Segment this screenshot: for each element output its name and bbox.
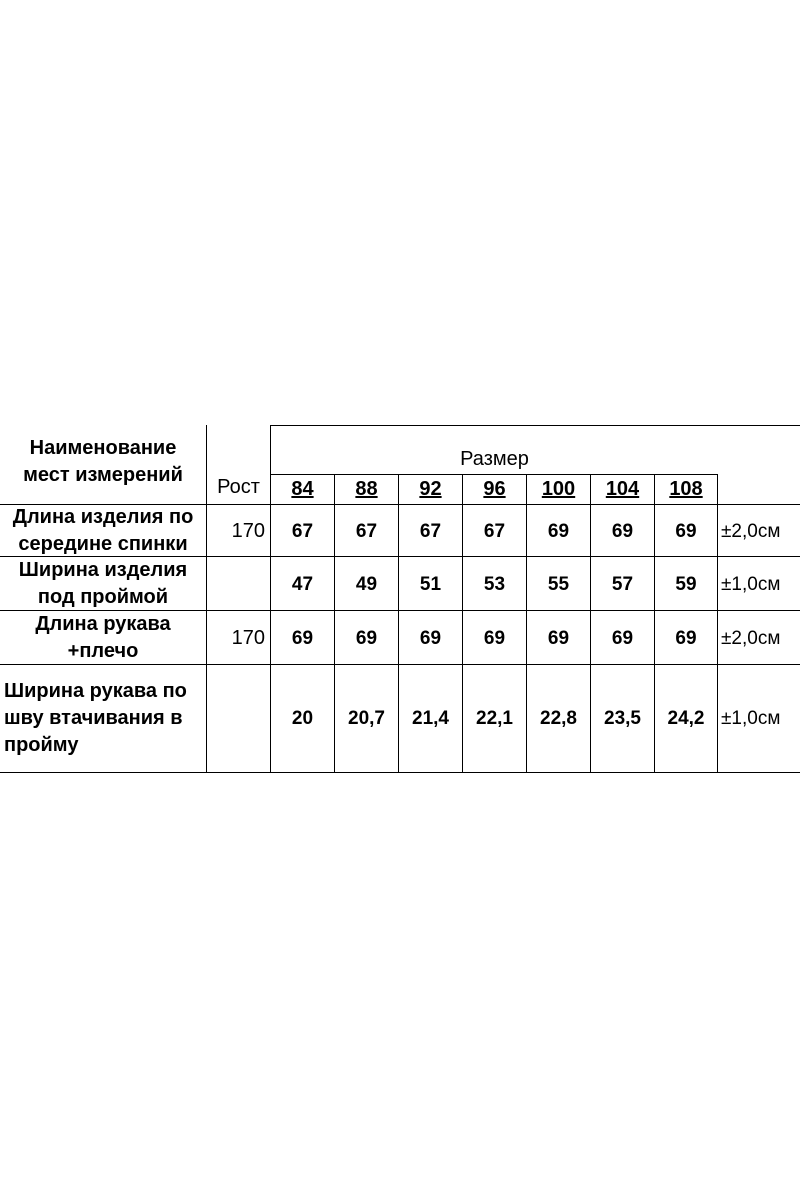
- measure-name: Длина изделия по середине спинки: [12, 506, 194, 555]
- value-cell: 67: [334, 505, 398, 557]
- value-cell: 20,7: [334, 665, 398, 772]
- table-row: [0, 664, 800, 773]
- height-value: 170: [206, 505, 270, 557]
- value-cell: 22,8: [526, 665, 590, 772]
- value-cell: 24,2: [654, 665, 718, 772]
- value-cell: 55: [526, 557, 590, 611]
- value-cell: 47: [270, 557, 334, 611]
- size-col-92: 92: [398, 475, 462, 504]
- value-cell: 67: [398, 505, 462, 557]
- measure-name: Длина рукава +плечо: [35, 613, 171, 662]
- value-cell: 69: [334, 611, 398, 665]
- height-value: [206, 557, 270, 611]
- value-cell: 57: [590, 557, 654, 611]
- header-size-label: Размер: [270, 425, 718, 475]
- height-value: [206, 665, 270, 772]
- size-col-104: 104: [590, 475, 654, 504]
- value-cell: 69: [270, 611, 334, 665]
- value-cell: 23,5: [590, 665, 654, 772]
- value-cell: 22,1: [462, 665, 526, 772]
- value-cell: 20: [270, 665, 334, 772]
- value-cell: 67: [462, 505, 526, 557]
- header-height-label: Рост: [206, 425, 270, 504]
- value-cell: 69: [526, 611, 590, 665]
- value-cell: 49: [334, 557, 398, 611]
- size-col-84: 84: [270, 475, 334, 504]
- value-cell: 53: [462, 557, 526, 611]
- header-tolerance-cell: [718, 425, 800, 504]
- value-cell: 69: [590, 505, 654, 557]
- size-col-100: 100: [526, 475, 590, 504]
- table-row: [0, 610, 800, 664]
- value-cell: 51: [398, 557, 462, 611]
- table-row: [0, 504, 800, 556]
- tolerance-value: ±1,0см: [721, 708, 781, 729]
- header-measure-label: Наименование мест измерений: [23, 436, 183, 486]
- value-cell: 59: [654, 557, 718, 611]
- tolerance-value: ±2,0см: [721, 627, 781, 649]
- value-cell: 69: [590, 611, 654, 665]
- value-cell: 69: [654, 505, 718, 557]
- tolerance-value: ±1,0см: [721, 573, 781, 595]
- value-cell: 21,4: [398, 665, 462, 772]
- table-row: [0, 556, 800, 610]
- height-value: 170: [206, 611, 270, 665]
- value-cell: 69: [462, 611, 526, 665]
- tolerance-value: ±2,0см: [721, 520, 781, 542]
- size-col-96: 96: [462, 475, 526, 504]
- measure-name: Ширина рукава по шву втачивания в пройму: [4, 680, 187, 756]
- value-cell: 69: [398, 611, 462, 665]
- value-cell: 69: [654, 611, 718, 665]
- size-col-88: 88: [334, 475, 398, 504]
- value-cell: 67: [270, 505, 334, 557]
- size-col-108: 108: [654, 475, 718, 504]
- measure-name: Ширина изделия под проймой: [18, 559, 188, 608]
- value-cell: 69: [526, 505, 590, 557]
